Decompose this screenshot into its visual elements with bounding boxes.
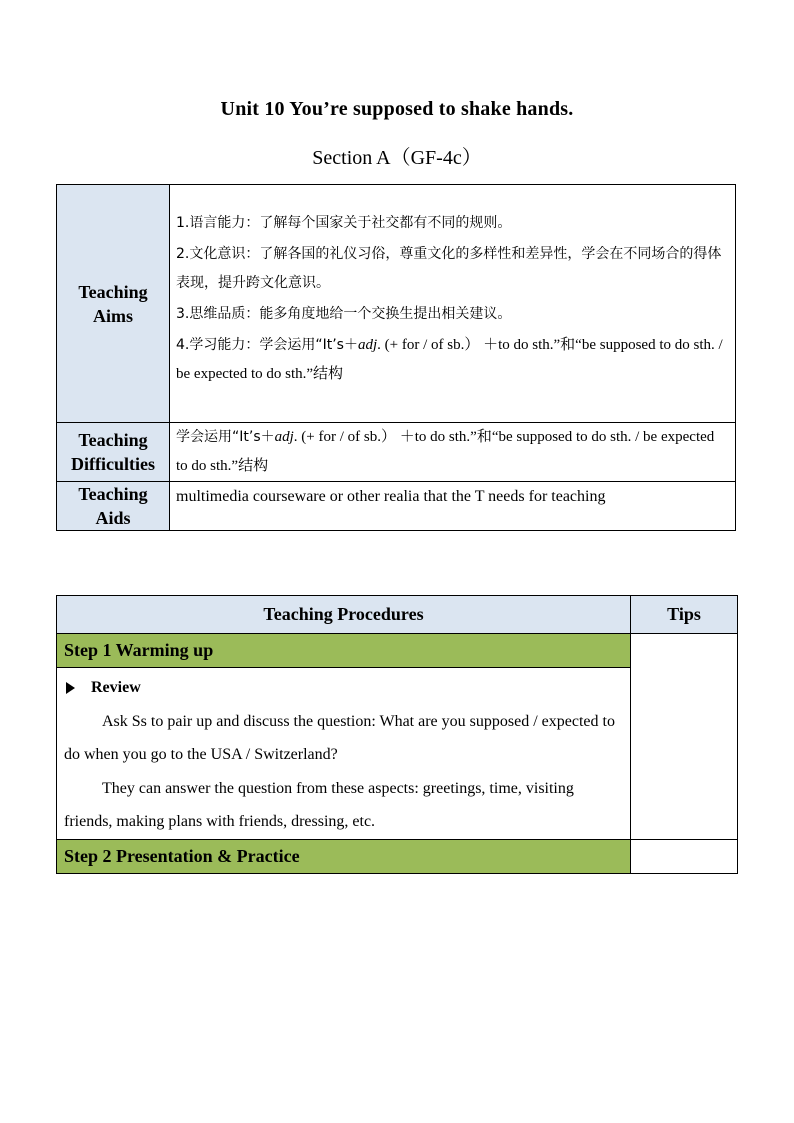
difficulties-content bbox=[170, 423, 736, 482]
procedures-header: Teaching Procedures bbox=[57, 596, 631, 634]
aims-item-2: 2.文化意识：了解各国的礼仪习俗，尊重文化的多样性和差异性，学会在不同场合的得体表现，提升跨文化意识。 bbox=[176, 246, 722, 291]
aims-item-1: 1.语言能力：了解每个国家关于社交都有不同的规则。 bbox=[176, 215, 512, 231]
difficulties-adj: adj bbox=[274, 429, 294, 445]
tips-cell-1 bbox=[631, 634, 738, 840]
difficulties-row bbox=[57, 423, 736, 482]
document-title: Unit 10 You’re supposed to shake hands. bbox=[220, 98, 574, 120]
aims-item-4-suffix: . (+ for / of sb.） ＋to do sth.”和“be supposed to do sth. / be expected to do sth.”结构 bbox=[176, 337, 723, 382]
step1-title: Step 1 Warming up bbox=[57, 634, 631, 668]
teaching-info-table bbox=[56, 184, 736, 531]
aims-label-line2: Aims bbox=[93, 305, 133, 326]
aims-row bbox=[57, 185, 736, 423]
tips-cell-2 bbox=[631, 839, 738, 873]
aims-content bbox=[170, 185, 736, 423]
difficulties-label-line2: Difficulties bbox=[71, 454, 155, 474]
aims-label bbox=[57, 185, 170, 423]
document-subtitle: Section A（GF-4c） bbox=[312, 147, 482, 169]
aims-label-line1: Teaching bbox=[78, 281, 148, 302]
difficulties-prefix: 学会运用“It’s＋ bbox=[176, 429, 275, 445]
aids-content bbox=[170, 482, 736, 531]
step2-row bbox=[57, 839, 738, 873]
difficulties-suffix: . (+ for / of sb.） ＋to do sth.”和“be supposed to do sth. / be expected to do sth.”结构 bbox=[176, 429, 715, 474]
aims-item-4-prefix: 4.学习能力：学会运用“It’s＋ bbox=[176, 337, 358, 353]
review-heading bbox=[64, 671, 624, 705]
procedures-header-row bbox=[57, 596, 738, 634]
arrow-bullet-icon bbox=[66, 682, 75, 694]
aims-item-4 bbox=[176, 331, 729, 389]
aids-row bbox=[57, 482, 736, 531]
aids-label-line2: Aids bbox=[95, 508, 131, 528]
step1-paragraph-2: They can answer the question from these aspects: greetings, time, visiting friends, making plans with friends, dressing, etc. bbox=[64, 779, 574, 830]
step1-row bbox=[57, 634, 738, 668]
review-label: Review bbox=[91, 679, 141, 696]
aims-item-4-adj: adj bbox=[357, 337, 378, 353]
aids-text: multimedia courseware or other realia that the T needs for teaching bbox=[176, 488, 606, 505]
aids-label-line1: Teaching bbox=[78, 484, 148, 504]
difficulties-label bbox=[57, 423, 170, 482]
teaching-procedures-table bbox=[56, 595, 738, 874]
aids-label bbox=[57, 482, 170, 531]
step2-title: Step 2 Presentation & Practice bbox=[57, 839, 631, 873]
step1-body bbox=[57, 668, 631, 840]
difficulties-label-line1: Teaching bbox=[78, 430, 148, 450]
step1-paragraph-1: Ask Ss to pair up and discuss the question: What are you supposed / expected to do when you go to the USA / Switzerland? bbox=[64, 712, 615, 763]
aims-item-3: 3.思维品质：能多角度地给一个交换生提出相关建议。 bbox=[176, 306, 512, 322]
tips-header: Tips bbox=[631, 596, 738, 634]
